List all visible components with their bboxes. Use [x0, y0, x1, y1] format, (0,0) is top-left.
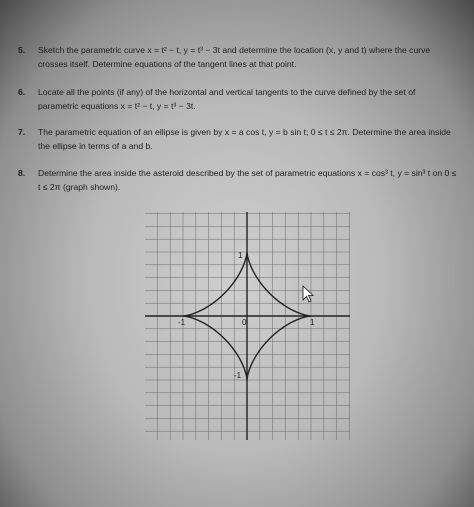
- problem-number: 5.: [18, 45, 26, 55]
- arrow-cursor-icon: [303, 286, 313, 302]
- problem-text: The parametric equation of an ellipse is given by x = a cos t, y = b sin t; 0 ≤ t ≤ 2π. Determine the area inside the ellipse in terms of a and b.: [38, 127, 451, 151]
- tick-label-y-neg: -1: [234, 371, 242, 380]
- problem-text: Sketch the parametric curve x = t² − t, y = t³ − 3t and determine the location (x, y and t) where the curve crosses itself. Determine equations of the tangent lines at that point.: [38, 45, 431, 69]
- problem-text: Locate all the points (if any) of the horizontal and vertical tangents to the curve defined by the set of parametric equations x = t² − t, y = t³ − 3t.: [38, 87, 416, 111]
- tick-label-x-neg: -1: [178, 318, 186, 327]
- tick-label-origin: 0: [242, 318, 247, 327]
- tick-label-y-pos: 1: [238, 251, 243, 260]
- tick-label-x-pos: 1: [310, 318, 315, 327]
- problem-text: Determine the area inside the asteroid described by the set of parametric equations x = cos³ t, y = sin³ t on 0 ≤ t ≤ 2π (graph shown).: [38, 168, 457, 192]
- problem-number: 7.: [18, 127, 26, 137]
- problem-number: 8.: [18, 168, 26, 178]
- problem-number: 6.: [18, 87, 26, 97]
